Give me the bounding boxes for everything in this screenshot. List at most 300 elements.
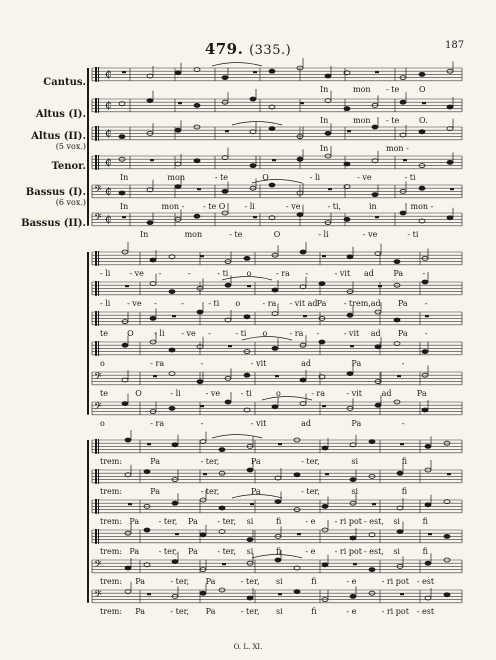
lyric-syllable: Pa <box>205 606 216 616</box>
note-head <box>169 290 175 294</box>
lyric-syllable: mon - <box>386 143 409 153</box>
note-head <box>272 346 278 350</box>
bass-clef-icon: 𝄢 <box>94 558 102 573</box>
lyric-syllable: fi <box>276 546 282 556</box>
lyric-syllable: - <box>401 418 405 428</box>
note-head <box>275 558 281 562</box>
lyric-syllable: o <box>100 358 105 368</box>
rest-icon <box>378 285 382 287</box>
lyric-syllable: si <box>393 546 400 556</box>
note-head <box>175 71 181 75</box>
lyric-syllable: trem: <box>100 546 123 556</box>
lyric-syllable: - vit ad <box>289 298 318 308</box>
lyric-syllable: fi <box>276 516 282 526</box>
lyric-syllable: - <box>188 268 191 278</box>
rest-icon <box>197 188 201 190</box>
note-head <box>297 213 303 217</box>
c-clef-icon <box>98 98 99 113</box>
note-head <box>125 438 131 442</box>
rest-icon <box>128 503 132 505</box>
time-signature-icon: ¢ <box>105 155 112 169</box>
note-head <box>194 214 200 218</box>
c-clef-icon <box>95 126 97 141</box>
lyric-syllable: fi <box>422 546 428 556</box>
c-clef-icon <box>98 126 99 141</box>
note-head <box>425 503 431 507</box>
note-head <box>375 403 381 407</box>
note-head <box>447 105 453 109</box>
lyric-syllable: ad <box>370 328 381 338</box>
note-head <box>397 471 403 475</box>
rest-icon <box>397 375 401 377</box>
lyric-syllable: Pa <box>188 546 198 556</box>
slur <box>252 180 302 184</box>
lyric-syllable: - li <box>154 328 165 338</box>
note-head <box>197 310 203 314</box>
c-clef-icon <box>95 469 97 484</box>
lyric-syllable: - vit <box>334 268 351 278</box>
lyric-syllable: - ti, <box>327 201 342 211</box>
lyric-syllable: Pa <box>250 456 261 466</box>
lyric-syllable: Pa <box>393 268 404 278</box>
c-clef-icon <box>98 469 99 484</box>
lyric-syllable: Pa <box>135 606 145 616</box>
rest-icon <box>300 102 304 104</box>
note-head <box>247 596 253 600</box>
c-clef-icon <box>95 281 97 296</box>
lyric-syllable: Pa <box>397 298 408 308</box>
note-head <box>169 406 175 410</box>
rest-icon <box>250 503 254 505</box>
voice-label-tenor: Tenor. <box>51 161 86 172</box>
note-head <box>297 157 303 161</box>
lyric-syllable: In <box>140 229 149 239</box>
note-head <box>372 125 378 129</box>
note-head <box>294 473 300 477</box>
lyric-syllable: mon <box>167 172 185 182</box>
note-head <box>422 280 428 284</box>
note-head <box>300 250 306 254</box>
note-head <box>344 107 350 111</box>
note-head <box>119 135 125 139</box>
lyric-syllable: si <box>393 516 400 526</box>
piece-alt-number: (335.) <box>249 43 292 58</box>
lyric-syllable: Pa <box>250 486 261 496</box>
rest-icon <box>447 473 451 475</box>
lyric-syllable: - ve <box>286 201 301 211</box>
note-head <box>425 444 431 448</box>
note-head <box>175 185 181 189</box>
rest-icon <box>153 375 157 377</box>
lyric-syllable: Pa <box>351 358 362 368</box>
lyric-syllable: - <box>154 298 157 308</box>
note-head <box>122 402 128 406</box>
lyric-syllable: - ter, <box>240 606 260 616</box>
c-clef-icon <box>95 251 97 266</box>
lyric-syllable: - ra <box>262 298 277 308</box>
lyric-syllable: O <box>135 388 142 398</box>
note-head <box>425 561 431 565</box>
lyric-syllable: - ve <box>181 328 196 338</box>
note-head <box>444 593 450 597</box>
note-head <box>244 315 250 319</box>
note-head <box>400 100 406 104</box>
lyric-syllable: o <box>276 388 281 398</box>
voice-label-altus-2-sub: (5 vox.) <box>55 142 86 151</box>
lyric-syllable: - te <box>386 115 400 125</box>
note-head <box>247 538 253 542</box>
note-head <box>419 130 425 134</box>
lyric-syllable: - ra <box>150 418 165 428</box>
rest-icon <box>325 473 329 475</box>
lyric-syllable: - ve <box>129 268 144 278</box>
lyric-syllable: - ri pot <box>334 516 362 526</box>
note-head <box>147 99 153 103</box>
lyric-syllable: - est, <box>364 516 384 526</box>
lyric-syllable: - vit <box>250 418 267 428</box>
note-head <box>350 594 356 598</box>
lyric-syllable: - ri pot <box>334 546 362 556</box>
rest-icon <box>150 159 154 161</box>
lyric-syllable: fi <box>401 486 408 496</box>
note-head <box>172 501 178 505</box>
note-head <box>172 443 178 447</box>
note-head <box>200 591 206 595</box>
rest-icon <box>400 443 404 445</box>
rest-icon <box>203 473 207 475</box>
lyric-syllable: Pa <box>416 388 427 398</box>
lyric-syllable: - li <box>100 268 111 278</box>
note-head <box>175 128 181 132</box>
note-head <box>322 446 328 450</box>
rest-icon <box>297 533 301 535</box>
lyric-syllable: - <box>200 358 204 368</box>
c-clef-icon <box>98 311 99 326</box>
rest-icon <box>147 593 151 595</box>
lyric-syllable: - <box>158 268 162 278</box>
rest-icon <box>178 102 182 104</box>
note-head <box>347 313 353 317</box>
note-head <box>419 186 425 190</box>
note-head <box>319 340 325 344</box>
lyric-syllable: fi <box>311 606 317 616</box>
lyric-syllable: si <box>246 516 254 526</box>
note-head <box>322 563 328 567</box>
lyric-syllable: O <box>262 172 269 182</box>
lyric-syllable: In <box>120 172 129 182</box>
lyric-syllable: - e <box>346 606 357 616</box>
lyric-syllable: trem: <box>100 486 123 496</box>
lyric-syllable: - ti <box>240 388 252 398</box>
note-head <box>150 258 156 262</box>
page-footer: O. L. XI. <box>233 643 263 651</box>
lyric-syllable: - <box>422 268 426 278</box>
note-head <box>325 131 331 135</box>
lyric-syllable: si <box>276 576 283 586</box>
lyric-syllable: trem: <box>100 606 123 616</box>
note-head <box>197 380 203 384</box>
note-head <box>350 536 356 540</box>
lyric-syllable: - ve <box>357 172 372 182</box>
lyric-syllable: mon - <box>161 201 185 211</box>
voice-label-cantus: Cantus. <box>43 77 86 88</box>
note-head <box>394 318 400 322</box>
note-head <box>125 566 131 570</box>
lyric-syllable: - <box>401 358 405 368</box>
note-head <box>369 440 375 444</box>
rest-icon <box>122 71 126 73</box>
lyric-syllable: ad <box>364 268 374 278</box>
note-head <box>347 372 353 376</box>
lyric-syllable: te <box>100 388 108 398</box>
lyric-syllable: Pa <box>129 516 140 526</box>
lyric-syllable: O. <box>419 115 428 125</box>
note-head <box>272 288 278 292</box>
lyric-syllable: - ve <box>205 388 221 398</box>
note-head <box>447 160 453 164</box>
lyric-syllable: - ter, <box>217 516 237 526</box>
bass-clef-icon: 𝄢 <box>94 211 102 226</box>
note-head <box>150 316 156 320</box>
piece-number: 479. <box>204 40 244 58</box>
lyric-syllable: - te O <box>203 201 226 211</box>
note-head <box>444 534 450 538</box>
lyric-syllable: - ti <box>407 229 419 239</box>
rest-icon <box>253 71 257 73</box>
note-head <box>147 221 153 225</box>
lyric-syllable: - <box>424 328 428 338</box>
lyric-syllable: - ve <box>362 229 378 239</box>
lyric-syllable: In <box>320 84 329 94</box>
lyric-syllable: Pa <box>150 486 161 496</box>
lyric-syllable: - ra <box>289 328 304 338</box>
lyric-syllable: - ter, <box>158 546 178 556</box>
rest-icon <box>422 102 426 104</box>
c-clef-icon <box>95 155 97 170</box>
lyric-syllable: Pa <box>188 516 198 526</box>
time-signature-icon: ¢ <box>105 67 112 81</box>
note-head <box>322 504 328 508</box>
note-head <box>419 72 425 76</box>
c-clef-icon <box>98 529 99 544</box>
lyric-syllable: - ve <box>127 298 142 308</box>
lyric-syllable: In <box>320 115 329 125</box>
rest-icon <box>147 443 151 445</box>
lyric-syllable: - <box>208 328 211 338</box>
rest-icon <box>175 533 179 535</box>
rest-icon <box>350 345 354 347</box>
note-head <box>372 193 378 197</box>
rest-icon <box>275 375 279 377</box>
lyric-syllable: - <box>200 418 204 428</box>
note-head <box>250 164 256 168</box>
lyric-syllable: - li <box>100 298 111 308</box>
lyric-syllable: - e <box>305 516 316 526</box>
lyric-syllable: - ra <box>311 388 326 398</box>
lyric-syllable: - ti <box>208 298 220 308</box>
rest-icon <box>372 503 376 505</box>
lyric-syllable: fi <box>422 516 428 526</box>
lyric-syllable: si <box>246 546 254 556</box>
c-clef-icon <box>98 439 99 454</box>
note-head <box>422 350 428 354</box>
lyric-syllable: - est <box>416 606 435 616</box>
lyric-syllable: - te <box>386 84 400 94</box>
lyric-syllable: - ri pot <box>381 576 409 586</box>
note-head <box>422 408 428 412</box>
lyric-syllable: - ter, <box>240 576 260 586</box>
lyric-syllable: O <box>273 229 281 239</box>
note-head <box>394 260 400 264</box>
note-head <box>375 345 381 349</box>
lyric-syllable: - vit <box>250 358 267 368</box>
lyric-syllable: - <box>305 268 309 278</box>
voice-label-altus-1: Altus (I). <box>35 109 86 120</box>
lyric-syllable: mon <box>353 115 371 125</box>
note-head <box>294 590 300 594</box>
lyric-syllable: Pa <box>351 418 362 428</box>
lyric-syllable: - ti <box>235 328 247 338</box>
c-clef-icon <box>95 439 97 454</box>
lyric-syllable: Pa <box>205 576 216 586</box>
rest-icon <box>375 71 379 73</box>
lyric-syllable: trem: <box>100 456 123 466</box>
voice-label-altus-2-name: Altus (II). <box>31 131 86 142</box>
note-head <box>222 76 228 80</box>
lyric-syllable: fi <box>311 576 317 586</box>
note-head <box>122 343 128 347</box>
lyric-syllable: O <box>127 328 134 338</box>
c-clef-icon <box>98 155 99 170</box>
lyric-syllable: - li <box>309 172 321 182</box>
c-clef-icon <box>95 529 97 544</box>
rest-icon <box>375 216 379 218</box>
note-head <box>447 216 453 220</box>
lyric-syllable: - ter, <box>200 456 220 466</box>
lyric-syllable: - ti <box>404 172 416 182</box>
lyric-syllable: Pa <box>316 298 327 308</box>
rest-icon <box>200 405 204 407</box>
lyric-syllable: o <box>100 418 105 428</box>
lyric-syllable: - ter, <box>301 456 320 466</box>
time-signature-icon: ¢ <box>105 126 112 140</box>
lyric-syllable: - ter, <box>200 486 220 496</box>
note-head <box>344 162 350 166</box>
lyric-syllable: - est, <box>364 546 384 556</box>
rest-icon <box>428 533 432 535</box>
rest-icon <box>400 593 404 595</box>
rest-icon <box>353 563 357 565</box>
lyric-syllable: - ter, <box>217 546 237 556</box>
note-head <box>300 378 306 382</box>
note-head <box>222 189 228 193</box>
note-head <box>194 159 200 163</box>
slur <box>212 63 262 67</box>
rest-icon <box>272 159 276 161</box>
c-clef-icon <box>98 67 99 82</box>
voice-label-bassus-1-sub: (6 vox.) <box>55 198 86 207</box>
note-head <box>219 506 225 510</box>
note-head <box>269 127 275 131</box>
rest-icon <box>403 159 407 161</box>
rest-icon <box>125 285 129 287</box>
rest-icon <box>450 188 454 190</box>
lyric-syllable: mon <box>353 84 371 94</box>
lyric-syllable: o <box>262 328 268 338</box>
lyric-syllable: Pa <box>129 546 140 556</box>
lyric-syllable: fi <box>401 456 408 466</box>
rest-icon <box>278 443 282 445</box>
lyric-syllable: - <box>316 328 320 338</box>
note-head <box>169 348 175 352</box>
lyric-syllable: o <box>246 268 252 278</box>
note-head <box>200 533 206 537</box>
lyric-syllable: si <box>351 456 359 466</box>
lyric-syllable: Pa <box>397 328 408 338</box>
lyric-syllable: o <box>235 298 241 308</box>
lyric-syllable: mon - <box>410 201 434 211</box>
rest-icon <box>228 345 232 347</box>
time-signature-icon: ¢ <box>105 212 112 226</box>
lyric-syllable: In <box>120 201 129 211</box>
note-head <box>144 470 150 474</box>
lyric-syllable: - ri pot <box>381 606 409 616</box>
rest-icon <box>253 216 257 218</box>
lyric-syllable: - li <box>170 388 181 398</box>
lyric-syllable: - e <box>305 546 316 556</box>
lyric-syllable: - ter, <box>301 486 320 496</box>
note-head <box>172 560 178 564</box>
note-head <box>269 69 275 73</box>
c-clef-icon <box>95 98 97 113</box>
note-head <box>219 448 225 452</box>
lyric-syllable: - <box>424 298 428 308</box>
lyric-syllable: - ter, <box>158 516 178 526</box>
note-head <box>400 211 406 215</box>
note-head <box>269 183 275 187</box>
rest-icon <box>200 255 204 257</box>
c-clef-icon <box>95 499 97 514</box>
lyric-syllable: O <box>419 84 426 94</box>
c-clef-icon <box>95 311 97 326</box>
rest-icon <box>225 130 229 132</box>
lyric-syllable: - ter, <box>170 606 190 616</box>
note-head <box>244 373 250 377</box>
lyric-syllable: ad <box>370 298 381 308</box>
lyric-syllable: - ra <box>276 268 290 278</box>
lyric-syllable: in <box>369 201 377 211</box>
lyric-syllable: - trem, <box>343 298 371 308</box>
voice-label-bassus-2: Bassus (II). <box>21 218 86 229</box>
lyric-syllable: - ra <box>150 358 165 368</box>
note-head <box>144 528 150 532</box>
c-clef-icon <box>98 281 99 296</box>
lyric-syllable: - vit <box>346 388 362 398</box>
lyric-syllable: - vit <box>343 328 360 338</box>
lyric-syllable: te <box>100 328 108 338</box>
note-head <box>369 568 375 572</box>
lyric-syllable: trem: <box>100 516 123 526</box>
note-head <box>225 400 231 404</box>
note-head <box>119 191 125 195</box>
c-clef-icon <box>98 251 99 266</box>
note-head <box>319 282 325 286</box>
lyric-syllable: - li <box>244 201 255 211</box>
rest-icon <box>122 216 126 218</box>
note-head <box>347 255 353 259</box>
lyric-syllable: - e <box>346 576 357 586</box>
note-head <box>350 478 356 482</box>
